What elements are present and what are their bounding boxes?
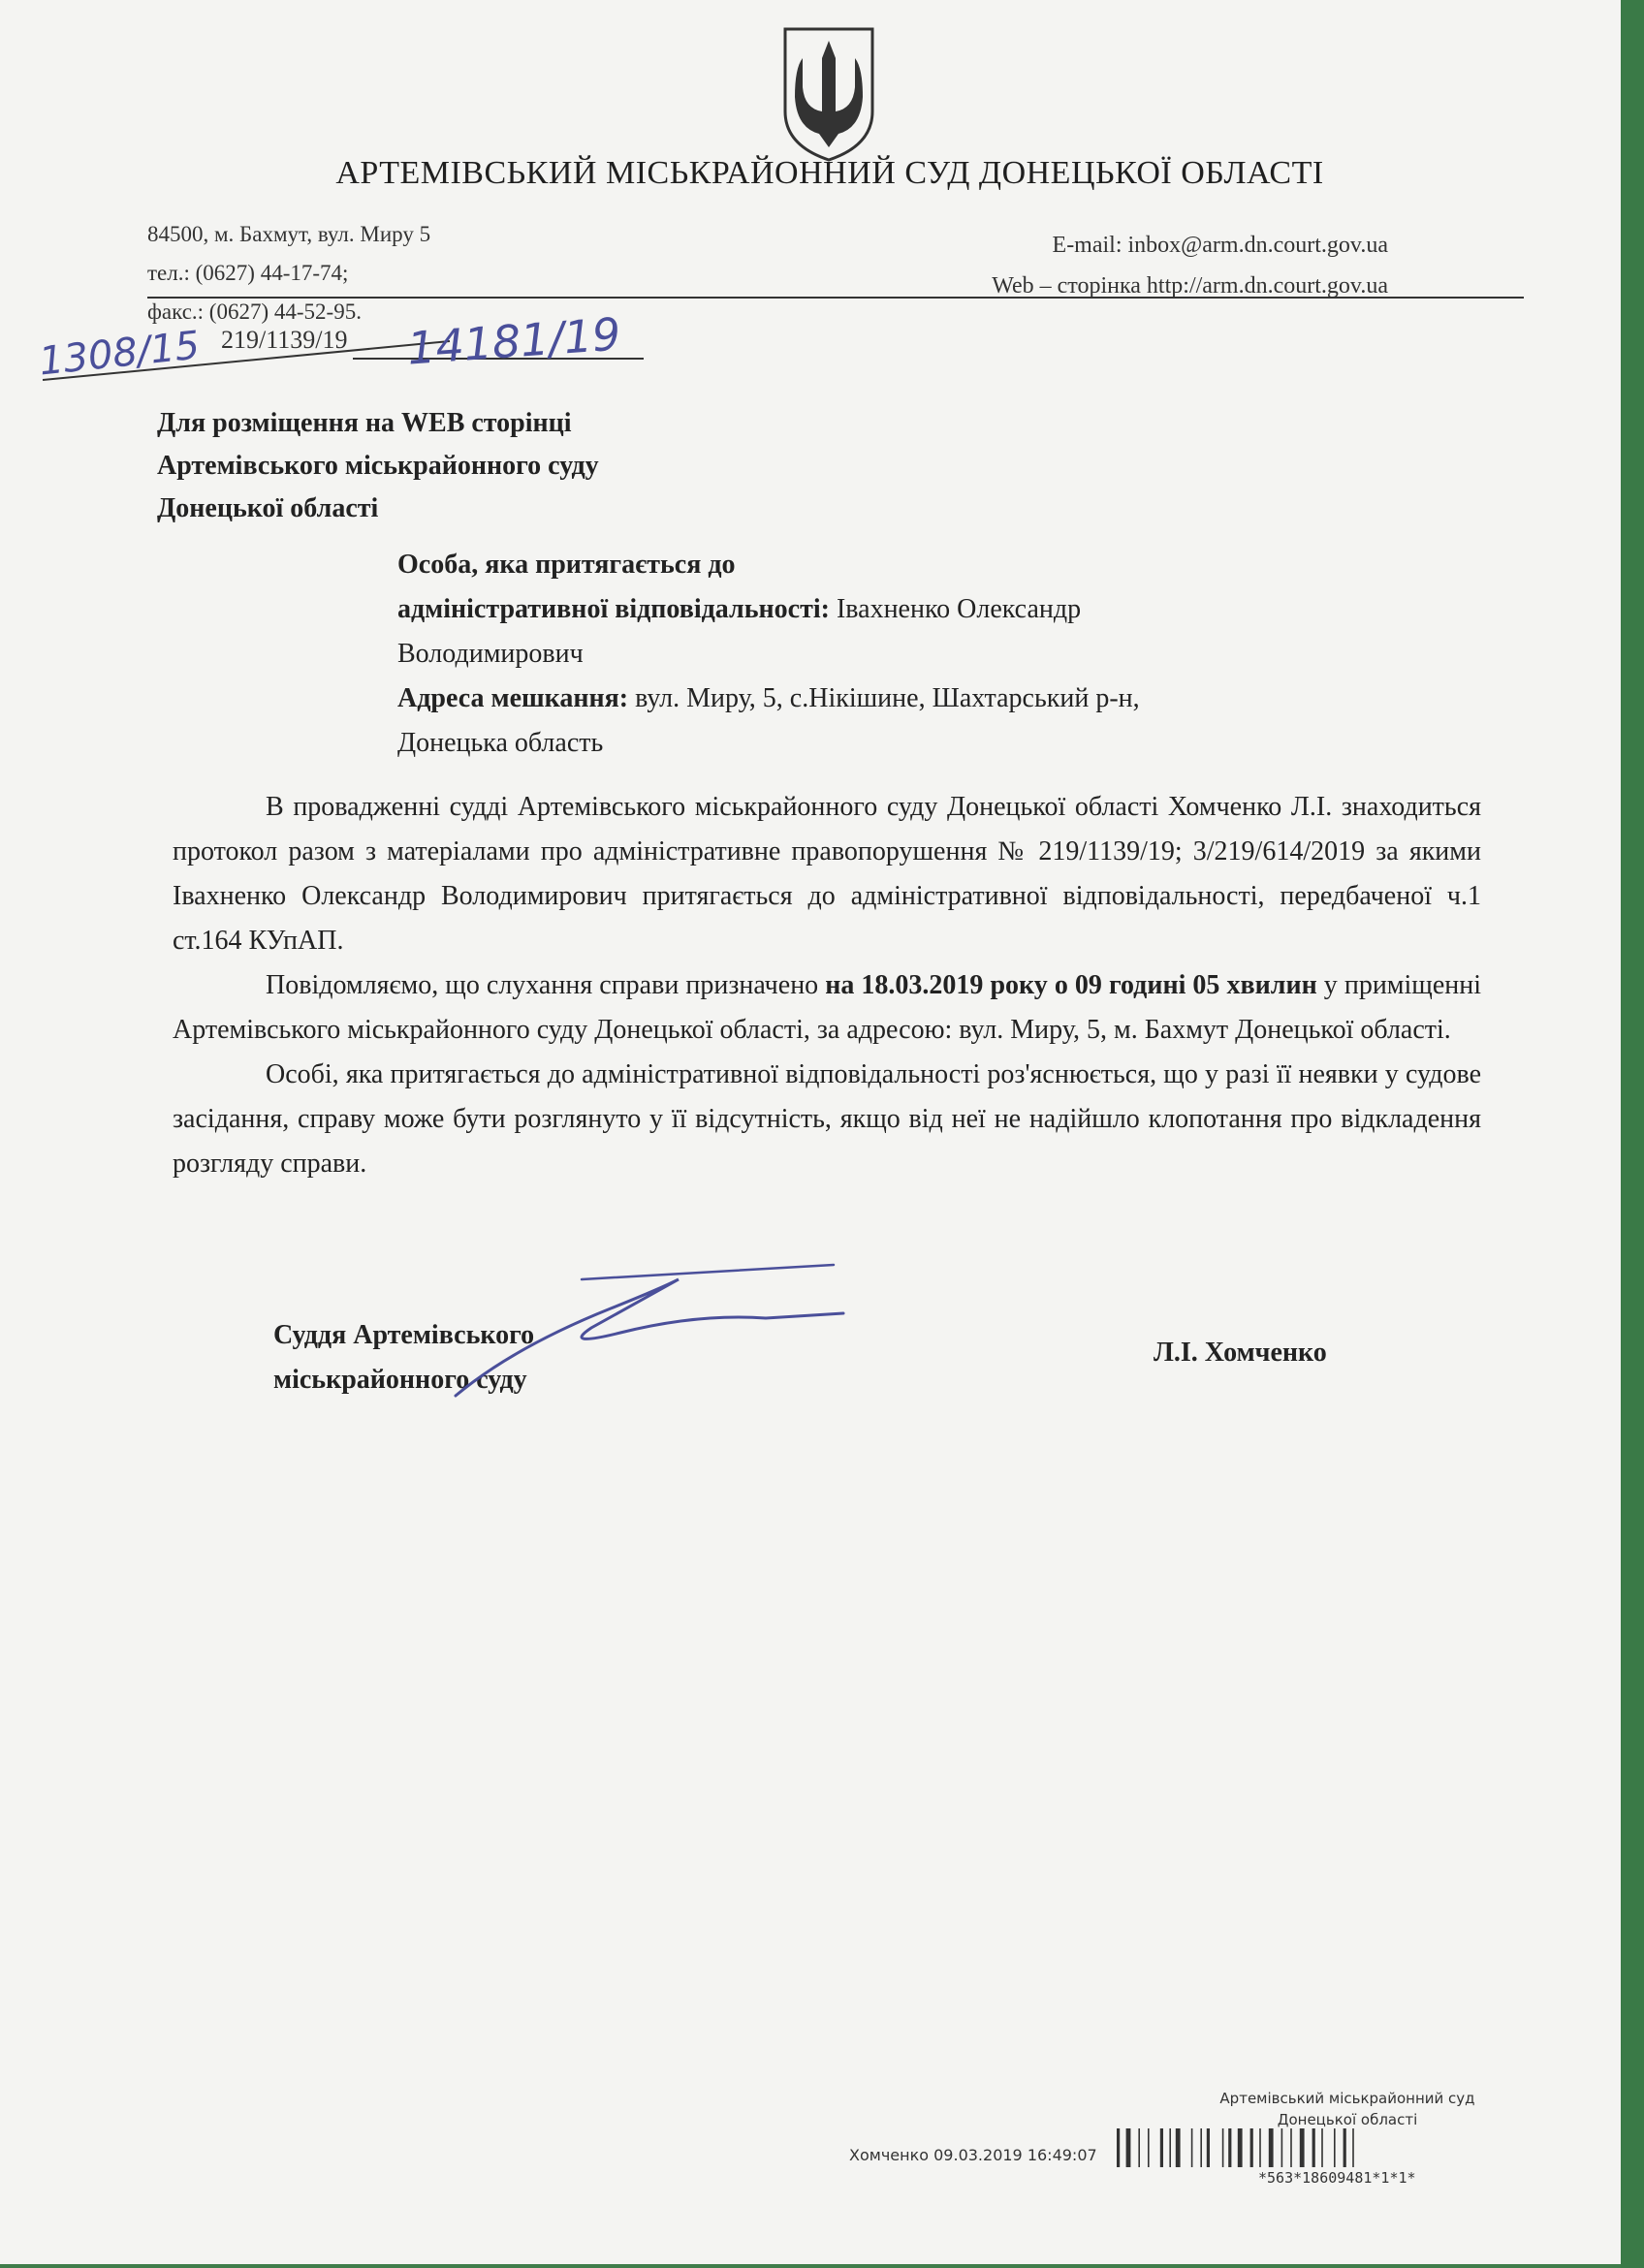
hearing-datetime: на 18.03.2019 року о 09 годині 05 хвилин: [825, 970, 1317, 1000]
court-fax: факс.: (0627) 44-52-95.: [147, 299, 362, 324]
court-contacts: [147, 215, 430, 331]
barcode-text: *563*18609481*1*1*: [1258, 2169, 1416, 2187]
barcode-bar: [1290, 2128, 1292, 2167]
addressee-line: Артемівського міськрайонного суду: [157, 451, 599, 481]
barcode-bar: [1160, 2128, 1163, 2167]
header-divider: [147, 297, 1524, 299]
signer-name: Л.І. Хомченко: [1154, 1338, 1327, 1368]
barcode-bar: [1176, 2128, 1181, 2167]
paragraph: Особі, яка притягається до адміністративної відповідальності роз'яснюється, що у разі її неявки у судове засідання, справу може бути розглянуто у її відсутність, якщо від неї не надійшло клопотання про відкладення розгляду справи.: [173, 1059, 1481, 1179]
barcode-bar: [1344, 2128, 1346, 2167]
barcode-bar: [1250, 2128, 1253, 2167]
party-address: вул. Миру, 5, с.Нікішине, Шахтарський р-н,: [635, 683, 1140, 713]
barcode: [1117, 2128, 1563, 2173]
addressee-line: Для розміщення на WEB сторінці: [157, 408, 572, 438]
address-label: Адреса мешкання:: [397, 683, 629, 713]
handwritten-number-left: 1308/15: [37, 323, 203, 385]
barcode-bar: [1222, 2128, 1224, 2167]
court-web: Web – сторінка http://arm.dn.court.gov.ua: [992, 273, 1388, 299]
signature-scribble: [446, 1260, 950, 1405]
barcode-bar: [1259, 2128, 1261, 2167]
barcode-bar: [1207, 2128, 1210, 2167]
barcode-bar: [1200, 2128, 1202, 2167]
barcode-bar: [1228, 2128, 1231, 2167]
notice-body: [173, 785, 1481, 1186]
barcode-bar: [1117, 2128, 1120, 2167]
court-phone: тел.: (0627) 44-17-74;: [147, 261, 349, 285]
barcode-bar: [1352, 2128, 1354, 2167]
barcode-bar: [1300, 2128, 1305, 2167]
addressee-block: [157, 402, 599, 530]
court-address: 84500, м. Бахмут, вул. Миру 5: [147, 222, 431, 246]
barcode-bar: [1269, 2128, 1274, 2167]
trident-emblem-icon: [775, 19, 882, 165]
paragraph: В провадженні судді Артемівського міськрайонного суду Донецької області Хомченко Л.І. знаходиться протокол разом з матеріалами про адміністративне правопорушення № 219/1139/19; 3/219/614/2019 за якими Івахненко Олександр Володимирович притягається до адміністративної відповідальності, передбаченої ч.1 ст.164 КУпАП.: [173, 792, 1481, 956]
barcode-bar: [1169, 2128, 1171, 2167]
party-label: Особа, яка притягається до: [397, 550, 736, 580]
footer-organization: Артемівський міськрайонний суд Донецької області: [1219, 2090, 1475, 2128]
scan-edge: [1621, 0, 1644, 2268]
barcode-bar: [1281, 2128, 1283, 2167]
addressee-line: Донецької області: [157, 493, 379, 523]
court-name: АРТЕМІВСЬКИЙ МІСЬКРАЙОННИЙ СУД ДОНЕЦЬКОЇ ОБЛАСТІ: [335, 155, 1324, 191]
court-email: E-mail: inbox@arm.dn.court.gov.ua: [1052, 233, 1388, 258]
barcode-bar: [1191, 2128, 1193, 2167]
party-name-cont: Володимирович: [397, 639, 584, 669]
footer-user-stamp: Хомченко 09.03.2019 16:49:07: [849, 2146, 1097, 2164]
barcode-bar: [1126, 2128, 1131, 2167]
barcode-bar: [1238, 2128, 1243, 2167]
case-number: 219/1139/19: [221, 326, 348, 354]
barcode-bar: [1138, 2128, 1140, 2167]
handwritten-number-right: 14181/19: [405, 307, 622, 375]
barcode-bar: [1321, 2128, 1323, 2167]
party-address-cont: Донецька область: [397, 728, 604, 758]
party-block: [397, 543, 1464, 766]
court-online-contacts: [992, 225, 1388, 306]
barcode-bar: [1334, 2128, 1336, 2167]
paragraph: Повідомляємо, що слухання справи призначено на 18.03.2019 року о 09 годині 05 хвилин у приміщенні Артемівського міськрайонного суду Донецької області, за адресою: вул. Миру, 5, м. Бахмут Донецької області.: [173, 970, 1482, 1045]
party-label: адміністративної відповідальності:: [397, 594, 830, 624]
barcode-bar: [1312, 2128, 1315, 2167]
signer-title: Суддя Артемівського міськрайонного суду: [273, 1320, 535, 1395]
barcode-bar: [1148, 2128, 1150, 2167]
party-name: Івахненко Олександр: [836, 594, 1082, 624]
